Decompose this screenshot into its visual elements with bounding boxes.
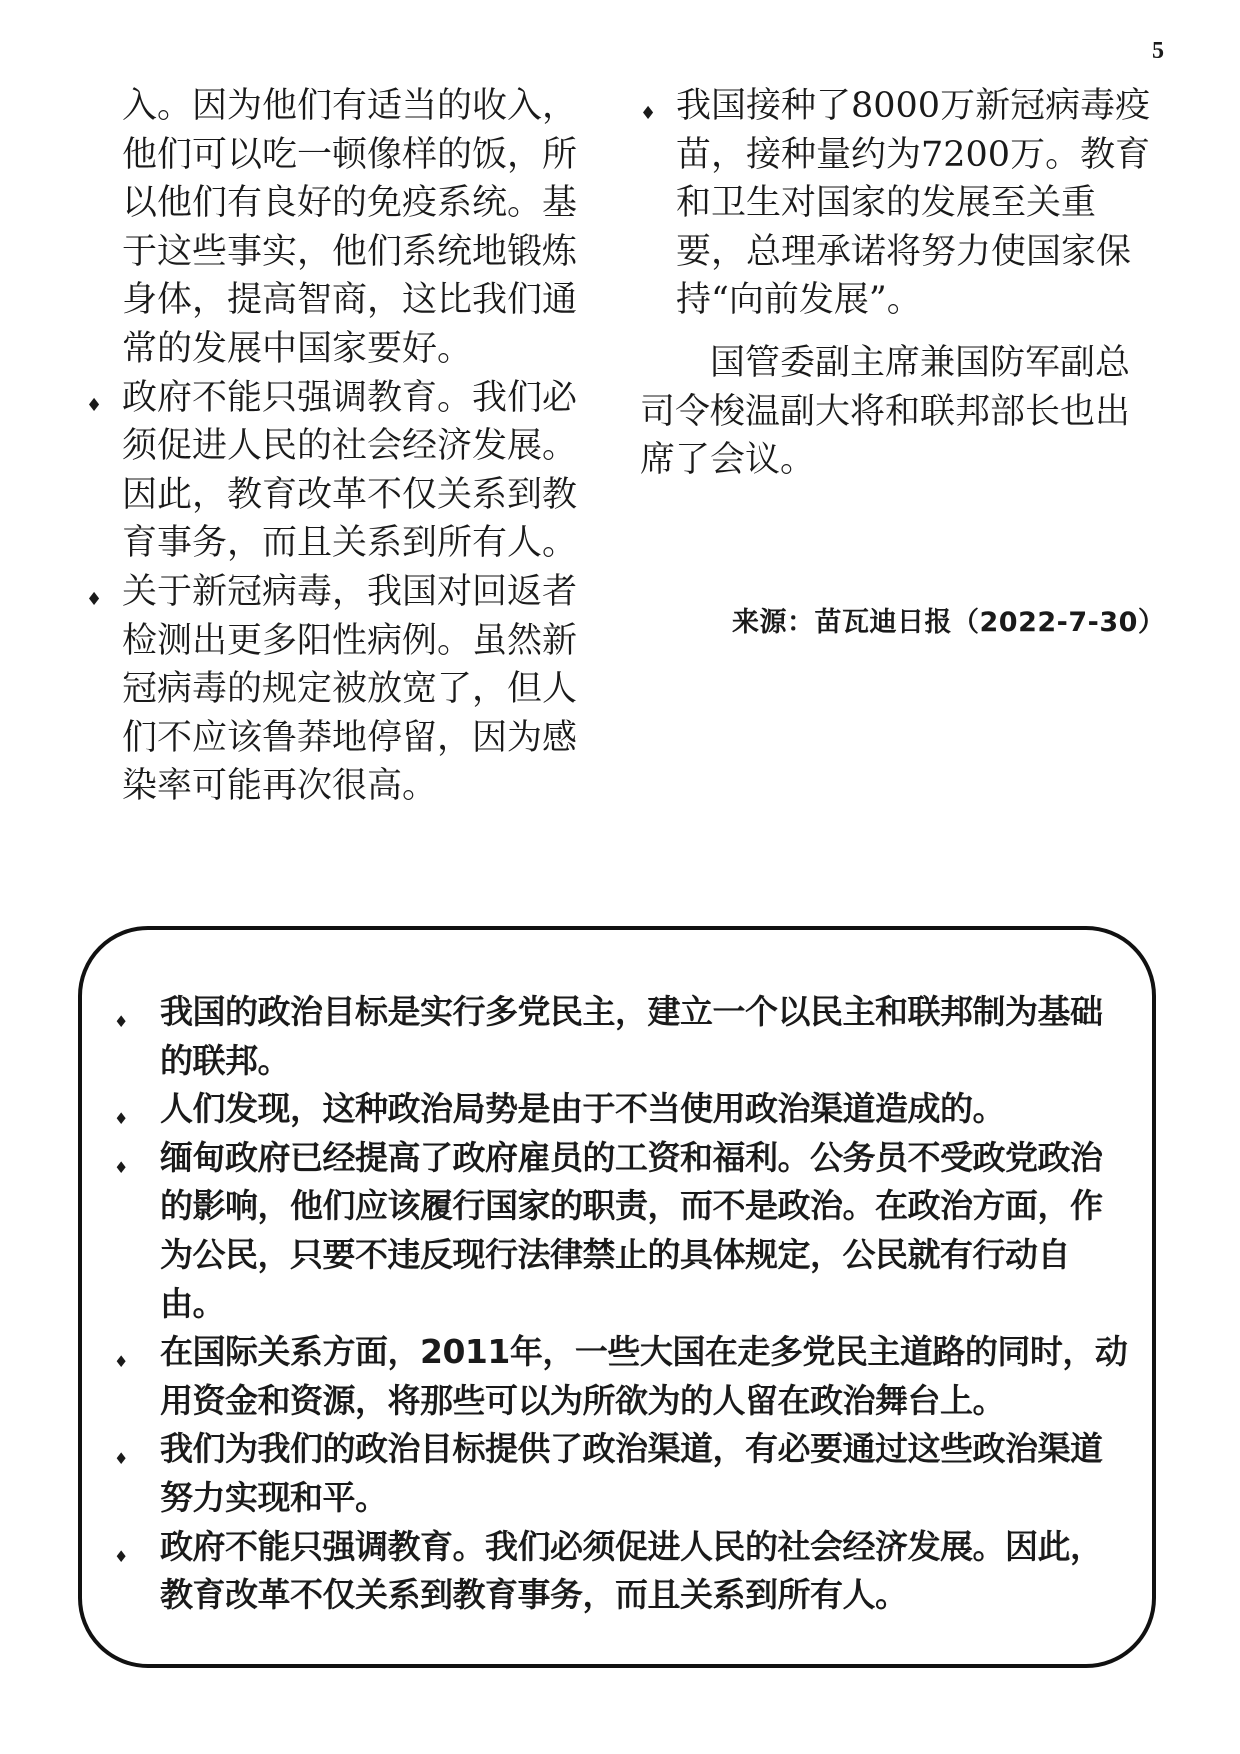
list-item <box>114 1085 1134 1134</box>
right-column <box>640 82 1162 485</box>
diamond-bullet-icon: ♦ <box>640 103 657 124</box>
list-item-text: 在国际关系方面，2011年，一些大国在走多党民主道路的同时，动用资金和资源，将那些可以为所欲为的人留在政治舞台上。 <box>160 1332 1128 1420</box>
list-item-text: 人们发现，这种政治局势是由于不当使用政治渠道造成的。 <box>160 1089 1005 1129</box>
list-item-text: 缅甸政府已经提高了政府雇员的工资和福利。公务员不受政党政治的影响，他们应该履行国家的职责，而不是政治。在政治方面，作为公民，只要不违反现行法律禁止的具体规定，公民就有行动自由。 <box>160 1137 1103 1323</box>
diamond-bullet-icon: ♦ <box>114 1546 128 1566</box>
list-item <box>114 1523 1134 1620</box>
list-item-text: 关于新冠病毒，我国对回返者检测出更多阳性病例。虽然新冠病毒的规定被放宽了，但人们不应该鲁莽地停留，因为感染率可能再次很高。 <box>122 571 578 807</box>
page-number: 5 <box>1152 38 1164 64</box>
left-bullet-list <box>86 374 606 811</box>
summary-bullet-list <box>114 988 1134 1620</box>
continuation-paragraph: 入。因为他们有适当的收入，他们可以吃一顿像样的饭，所以他们有良好的免疫系统。基于这些事实，他们系统地锻炼身体，提高智商，这比我们通常的发展中国家要好。 <box>122 86 578 369</box>
diamond-bullet-icon: ♦ <box>114 1449 128 1469</box>
summary-box <box>78 926 1156 1668</box>
left-column <box>86 82 606 811</box>
source-citation: 来源：苗瓦迪日报（2022-7-30） <box>732 607 1166 638</box>
list-item <box>86 568 606 811</box>
right-bullet-list <box>640 82 1162 325</box>
list-item <box>114 988 1134 1085</box>
diamond-bullet-icon: ♦ <box>86 394 103 416</box>
list-item-text: 我们为我们的政治目标提供了政治渠道，有必要通过这些政治渠道努力实现和平。 <box>160 1429 1103 1517</box>
list-item <box>114 1134 1134 1328</box>
diamond-bullet-icon: ♦ <box>86 588 103 610</box>
list-item <box>86 374 606 568</box>
list-item-text: 我国的政治目标是实行多党民主，建立一个以民主和联邦制为基础的联邦。 <box>160 992 1103 1080</box>
diamond-bullet-icon: ♦ <box>114 1109 128 1129</box>
diamond-bullet-icon: ♦ <box>114 1157 128 1177</box>
list-item-text: 我国接种了8000万新冠病毒疫苗，接种量约为7200万。教育和卫生对国家的发展至关重要，总理承诺将努力使国家保持“向前发展”。 <box>676 86 1151 321</box>
diamond-bullet-icon: ♦ <box>114 1012 128 1031</box>
list-item <box>114 1425 1134 1522</box>
diamond-bullet-icon: ♦ <box>114 1352 128 1372</box>
list-item <box>640 82 1162 325</box>
list-item <box>114 1328 1134 1425</box>
attendance-paragraph: 国管委副主席兼国防军副总司令梭温副大将和联邦部长也出席了会议。 <box>640 342 1131 481</box>
list-item-text: 政府不能只强调教育。我们必须促进人民的社会经济发展。因此，教育改革不仅关系到教育事务，而且关系到所有人。 <box>122 377 578 564</box>
list-item-text: 政府不能只强调教育。我们必须促进人民的社会经济发展。因此，教育改革不仅关系到教育事务，而且关系到所有人。 <box>160 1526 1103 1615</box>
